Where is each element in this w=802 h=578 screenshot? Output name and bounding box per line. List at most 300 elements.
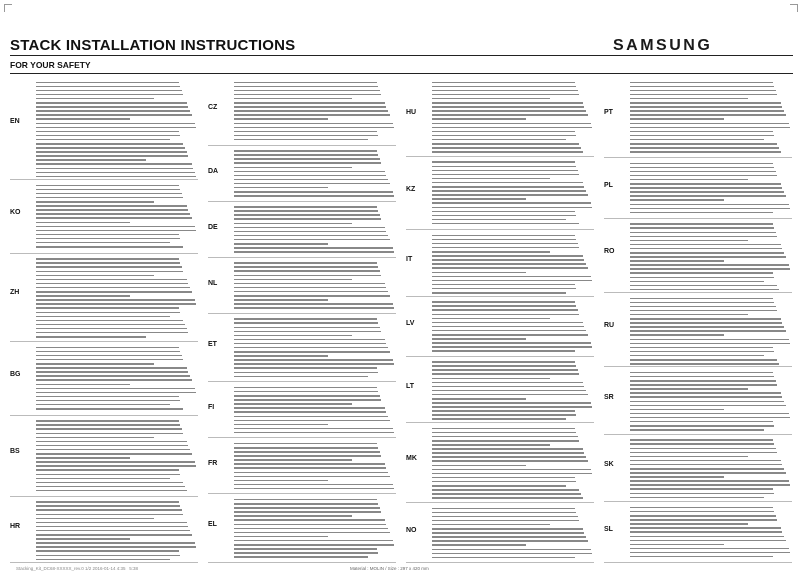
text-line (630, 372, 773, 374)
text-line (36, 86, 180, 88)
text-line (630, 208, 790, 210)
text-line (234, 376, 368, 378)
text-line (630, 272, 773, 274)
text-line (234, 175, 386, 177)
text-line (630, 413, 789, 415)
text-line (630, 452, 777, 454)
text-line (36, 367, 187, 369)
text-line (36, 143, 183, 145)
text-line (432, 211, 575, 213)
text-line (630, 183, 781, 185)
text-line (234, 123, 393, 125)
text-line (630, 187, 782, 189)
text-line (630, 392, 781, 394)
text-line (432, 406, 592, 408)
text-line (432, 284, 575, 286)
text-line (36, 197, 183, 199)
text-line (432, 202, 591, 204)
text-line (36, 420, 179, 422)
text-line (432, 465, 526, 467)
text-line (630, 544, 724, 546)
language-code: SK (604, 461, 614, 469)
text-line (234, 476, 390, 478)
text-line (36, 351, 180, 353)
text-line (36, 295, 130, 297)
text-line (234, 183, 390, 185)
text-line (234, 488, 394, 490)
text-line (234, 399, 381, 401)
text-line (234, 467, 386, 469)
text-line (630, 167, 774, 169)
text-line (36, 555, 180, 557)
text-line (234, 162, 381, 164)
text-line (234, 363, 394, 365)
text-line (630, 264, 789, 266)
column-1 (10, 77, 198, 563)
text-line (432, 90, 578, 92)
text-line (630, 519, 777, 521)
text-line (630, 223, 773, 225)
text-line (432, 532, 584, 534)
text-line (36, 155, 188, 157)
safety-block-en (10, 77, 198, 180)
text-line (432, 346, 592, 348)
text-line (630, 448, 776, 450)
text-line (234, 106, 386, 108)
text-line (630, 163, 773, 165)
text-line (630, 523, 748, 525)
text-line (36, 336, 146, 338)
text-line (234, 532, 390, 534)
text-line (36, 159, 146, 161)
text-line (432, 378, 550, 380)
text-line (36, 201, 154, 203)
text-line (630, 527, 781, 529)
safety-block-bs (10, 416, 198, 497)
language-code: PT (604, 109, 613, 116)
text-line (630, 376, 774, 378)
text-line (432, 512, 576, 514)
text-line (36, 424, 180, 426)
text-line (432, 272, 526, 274)
text-line (234, 94, 381, 96)
safety-block-hu (406, 77, 594, 157)
text-line (432, 436, 578, 438)
text-line (432, 106, 584, 108)
text-line (432, 102, 583, 104)
safety-block-el (208, 494, 396, 563)
safety-block-da (208, 146, 396, 202)
text-line (630, 409, 724, 411)
text-line (234, 243, 328, 245)
text-line (36, 461, 195, 463)
text-line (432, 114, 588, 116)
text-line (36, 217, 192, 219)
column-2 (208, 77, 396, 563)
text-line (36, 482, 183, 484)
safety-block-lt (406, 357, 594, 424)
text-line (36, 388, 195, 390)
text-line (432, 528, 583, 530)
text-line (432, 247, 579, 249)
text-line (432, 398, 526, 400)
language-code: CZ (208, 104, 218, 111)
text-line (36, 453, 192, 455)
text-line (234, 455, 381, 457)
text-line (630, 355, 764, 357)
text-line (36, 379, 192, 381)
text-line (432, 338, 526, 340)
text-line (630, 131, 773, 133)
text-line (432, 182, 583, 184)
text-line (432, 524, 550, 526)
text-line (234, 210, 378, 212)
text-line (234, 343, 386, 345)
text-line (432, 448, 583, 450)
text-line (630, 191, 784, 193)
text-line (234, 223, 352, 225)
text-line (630, 363, 779, 365)
text-line (36, 534, 192, 536)
text-line (432, 414, 576, 416)
text-line (36, 90, 182, 92)
language-code: LV (406, 320, 415, 328)
text-line (36, 139, 170, 141)
text-line (630, 322, 782, 324)
text-line (234, 239, 390, 241)
language-code: RO (604, 248, 615, 256)
text-line (234, 331, 381, 333)
text-line (36, 465, 196, 467)
text-line (36, 275, 154, 277)
safety-block-ro (604, 219, 792, 293)
text-line (630, 227, 774, 229)
text-line (36, 135, 180, 137)
text-line (630, 552, 790, 554)
column-4 (604, 77, 792, 563)
text-line (36, 546, 196, 548)
text-line (36, 505, 180, 507)
text-line (36, 359, 183, 361)
text-line (432, 123, 591, 125)
section-rule (10, 73, 793, 74)
text-line (234, 387, 377, 389)
safety-block-cz (208, 77, 396, 146)
text-line (630, 351, 774, 353)
text-line (432, 215, 576, 217)
text-line (630, 425, 774, 427)
text-line (432, 194, 588, 196)
text-line (432, 166, 576, 168)
text-line (234, 291, 388, 293)
text-line (432, 98, 550, 100)
text-line (234, 515, 352, 517)
text-line (36, 213, 190, 215)
text-line (234, 295, 390, 297)
text-line (432, 94, 579, 96)
text-line (630, 232, 776, 234)
text-line (630, 106, 782, 108)
text-line (432, 540, 588, 542)
language-code: ZH (10, 288, 20, 296)
text-line (432, 288, 576, 290)
text-line (36, 189, 180, 191)
text-line (630, 302, 774, 304)
text-line (432, 280, 592, 282)
text-line (432, 170, 578, 172)
text-line (36, 222, 130, 224)
text-line (432, 276, 591, 278)
text-line (36, 347, 179, 349)
text-line (234, 318, 377, 320)
text-line (630, 556, 773, 558)
text-line (234, 403, 352, 405)
text-line (432, 394, 588, 396)
safety-block-pt (604, 77, 792, 158)
text-line (234, 524, 386, 526)
language-code: DA (208, 167, 219, 175)
text-line (432, 178, 550, 180)
text-line (36, 163, 192, 165)
text-line (630, 359, 777, 361)
text-line (234, 544, 394, 546)
text-line (234, 499, 377, 501)
text-line (234, 270, 380, 272)
text-line (630, 511, 774, 513)
text-line (630, 147, 779, 149)
text-line (432, 314, 579, 316)
text-line (36, 449, 190, 451)
column-3 (406, 77, 594, 563)
text-line (630, 417, 790, 419)
text-line (234, 231, 386, 233)
text-line (432, 342, 591, 344)
text-line (36, 530, 190, 532)
text-line (234, 154, 378, 156)
text-line (432, 243, 578, 245)
language-code: RU (604, 322, 615, 330)
text-line (36, 332, 188, 334)
text-line (234, 82, 377, 84)
text-line (630, 98, 748, 100)
text-line (36, 283, 188, 285)
language-code: ET (208, 340, 217, 348)
text-line (432, 520, 579, 522)
text-line (36, 291, 192, 293)
text-line (630, 110, 784, 112)
text-line (36, 324, 185, 326)
text-line (432, 516, 578, 518)
text-line (36, 246, 183, 248)
text-line (36, 355, 182, 357)
text-line (36, 114, 192, 116)
language-code: FR (208, 460, 218, 468)
text-line (432, 553, 592, 555)
text-line (630, 443, 774, 445)
text-line (630, 285, 777, 287)
text-line (234, 114, 390, 116)
language-code: LT (406, 382, 415, 390)
text-line (630, 480, 789, 482)
safety-block-ru (604, 293, 792, 367)
text-line (432, 326, 584, 328)
text-line (36, 262, 180, 264)
text-line (234, 459, 352, 461)
text-line (630, 484, 790, 486)
text-line (234, 127, 394, 129)
text-line (630, 456, 748, 458)
text-line (432, 544, 526, 546)
text-line (630, 472, 786, 474)
text-line (36, 172, 195, 174)
text-line (36, 441, 187, 443)
text-line (630, 139, 764, 141)
text-line (432, 322, 583, 324)
text-line (36, 98, 154, 100)
text-line (432, 318, 550, 320)
text-line (630, 289, 779, 291)
text-line (630, 476, 724, 478)
text-line (36, 151, 187, 153)
text-line (234, 266, 378, 268)
text-line (234, 287, 386, 289)
text-line (432, 481, 576, 483)
text-line (36, 205, 187, 207)
text-line (432, 255, 583, 257)
text-line (36, 258, 179, 260)
text-line (432, 135, 576, 137)
text-line (234, 339, 385, 341)
text-line (234, 359, 393, 361)
text-line (36, 384, 130, 386)
text-line (432, 139, 566, 141)
text-line (36, 445, 188, 447)
text-line (36, 328, 187, 330)
text-line (432, 259, 584, 261)
text-line (432, 428, 575, 430)
text-line (36, 299, 195, 301)
text-line (630, 339, 789, 341)
text-line (234, 335, 352, 337)
language-code: HU (406, 108, 417, 116)
language-code: PL (604, 181, 613, 189)
text-line (36, 408, 183, 410)
text-line (36, 279, 187, 281)
text-line (234, 528, 388, 530)
text-line (234, 447, 378, 449)
text-line (36, 400, 180, 402)
text-line (630, 460, 781, 462)
text-line (630, 268, 790, 270)
text-line (234, 158, 380, 160)
text-line (432, 549, 591, 551)
text-line (630, 380, 776, 382)
text-line (630, 384, 777, 386)
text-line (36, 193, 182, 195)
text-line (432, 477, 575, 479)
language-code: SL (604, 526, 613, 534)
text-line (630, 388, 748, 390)
text-line (630, 252, 784, 254)
text-line (234, 472, 388, 474)
text-line (234, 416, 388, 418)
text-line (234, 511, 381, 513)
text-line (36, 94, 183, 96)
text-line (36, 371, 188, 373)
text-line (234, 519, 385, 521)
text-line (432, 223, 579, 225)
text-line (630, 118, 724, 120)
text-line (36, 316, 170, 318)
language-code: BS (10, 447, 20, 455)
text-line (432, 82, 575, 84)
text-line (234, 139, 368, 141)
text-line (630, 143, 777, 145)
text-line (234, 150, 377, 152)
text-line (234, 86, 378, 88)
text-line (630, 548, 789, 550)
text-line (36, 509, 182, 511)
text-line (432, 292, 566, 294)
text-line (234, 187, 328, 189)
text-line (432, 186, 584, 188)
text-line (630, 244, 781, 246)
text-line (630, 421, 773, 423)
text-line (432, 143, 579, 145)
text-line (432, 350, 575, 352)
text-line (630, 277, 774, 279)
language-code: SR (604, 393, 614, 401)
language-code: KZ (406, 185, 416, 193)
safety-block-fi (208, 382, 396, 438)
text-line (36, 226, 195, 228)
language-code: IT (406, 256, 413, 264)
text-line (630, 175, 777, 177)
text-line (432, 207, 592, 209)
text-line (234, 503, 378, 505)
text-line (630, 179, 748, 181)
text-line (234, 283, 385, 285)
text-line (432, 489, 579, 491)
text-line (432, 219, 566, 221)
text-line (432, 469, 591, 471)
language-code: HR (10, 522, 21, 530)
text-line (234, 251, 394, 253)
text-line (36, 131, 179, 133)
text-line (36, 474, 180, 476)
text-line (234, 214, 380, 216)
text-line (630, 86, 774, 88)
text-line (630, 405, 786, 407)
text-line (432, 456, 586, 458)
samsung-logo: SAMSUNG (613, 37, 713, 54)
text-line (36, 550, 179, 552)
text-line (234, 451, 380, 453)
text-line (234, 355, 328, 357)
text-line (36, 428, 182, 430)
text-line (36, 176, 196, 178)
text-line (36, 234, 179, 236)
text-line (432, 493, 581, 495)
text-line (234, 443, 377, 445)
text-line (432, 444, 550, 446)
text-line (36, 469, 179, 471)
safety-block-lv (406, 297, 594, 357)
text-line (234, 102, 385, 104)
text-line (432, 485, 566, 487)
text-line (630, 135, 774, 137)
language-code: KO (10, 209, 21, 217)
